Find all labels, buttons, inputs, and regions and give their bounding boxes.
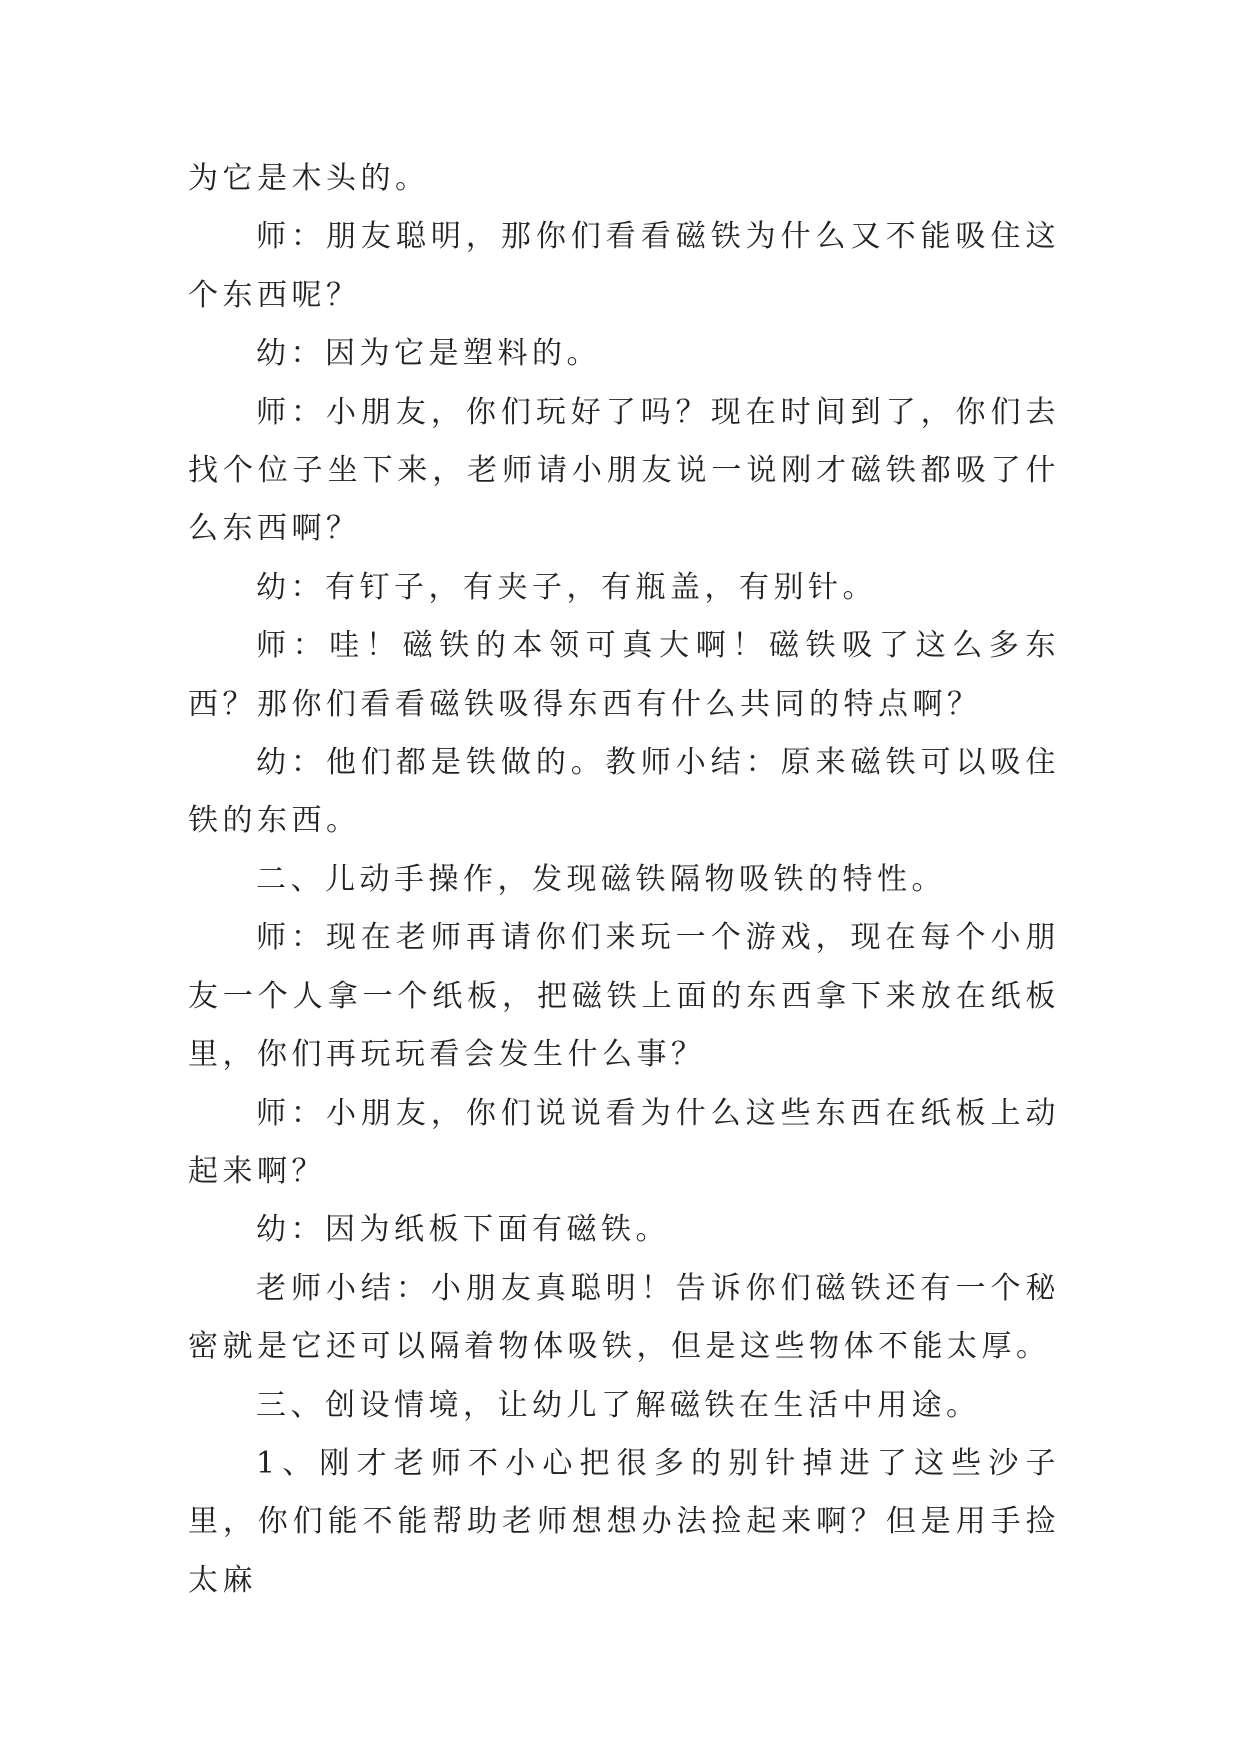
document-body [188, 150, 1060, 1610]
paragraph-child-answer: 幼：因为它是塑料的。 [256, 336, 601, 372]
paragraph-child-answer: 幼：他们都是铁做的。教师小结：原来磁铁可以吸住铁的东西。 [188, 745, 1060, 839]
paragraph-teacher-question: 师：小朋友，你们玩好了吗？现在时间到了，你们去找个位子坐下来，老师请小朋友说一说刚才磁铁都吸了什么东西啊？ [188, 394, 1060, 547]
paragraph-continuation: 为它是木头的。 [188, 161, 430, 196]
paragraph-teacher-instruction: 师：现在老师再请你们来玩一个游戏，现在每个小朋友一个人拿一个纸板，把磁铁上面的东西拿下来放在纸板里，你们再玩玩看会发生什么事？ [188, 920, 1060, 1073]
paragraph-teacher-question: 师：朋友聪明，那你们看看磁铁为什么又不能吸住这个东西呢？ [188, 219, 1060, 313]
section-heading-3: 三、创设情境，让幼儿了解磁铁在生活中用途。 [256, 1387, 981, 1423]
paragraph-teacher-question: 师：哇！磁铁的本领可真大啊！磁铁吸了这么多东西？那你们看看磁铁吸得东西有什么共同的特点啊？ [188, 628, 1060, 722]
paragraph-teacher-summary: 老师小结：小朋友真聪明！告诉你们磁铁还有一个秘密就是它还可以隔着物体吸铁，但是这些物体不能太厚。 [188, 1270, 1060, 1365]
paragraph-teacher-question: 师：小朋友，你们说说看为什么这些东西在纸板上动起来啊？ [188, 1095, 1060, 1189]
paragraph-child-answer: 幼：因为纸板下面有磁铁。 [256, 1212, 670, 1248]
paragraph-child-answer: 幼：有钉子，有夹子，有瓶盖，有别针。 [256, 569, 877, 605]
paragraph-activity-item: 1、刚才老师不小心把很多的别针掉进了这些沙子里，你们能不能帮助老师想想办法捡起来啊？但是用手捡太麻 [188, 1445, 1060, 1598]
section-heading-2: 二、儿动手操作，发现磁铁隔物吸铁的特性。 [256, 861, 946, 897]
